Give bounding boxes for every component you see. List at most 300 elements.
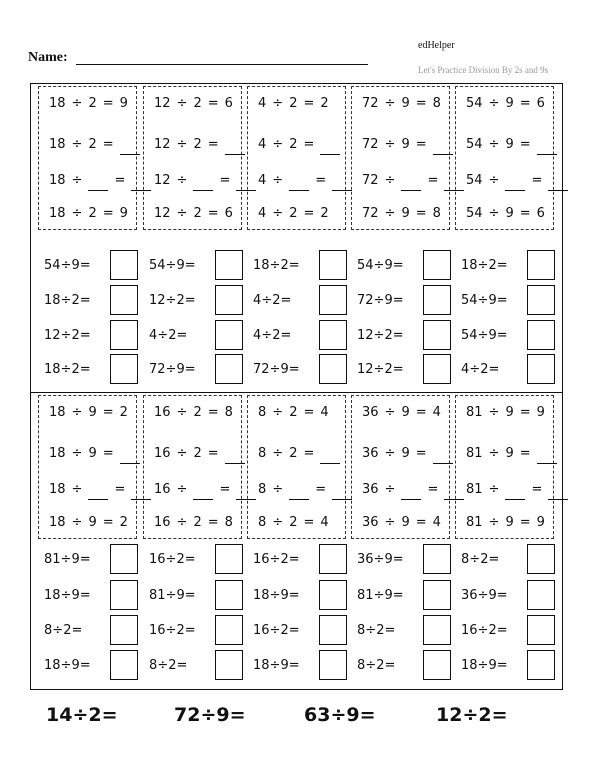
answer-box[interactable] [527,544,555,574]
divisor: 9 [71,588,80,603]
answer-box[interactable] [110,320,138,350]
equals-symbol: = [79,658,91,673]
divisor: 2 [280,258,289,273]
dividend: 16 [461,623,478,638]
divisor: 2 [384,362,393,377]
divide-symbol: ÷ [71,173,83,188]
divide-symbol: ÷ [488,405,500,420]
answer-blank[interactable] [505,485,525,500]
equals-symbol: = [207,96,219,111]
divide-symbol: ÷ [165,552,177,567]
answer-box[interactable] [215,615,243,645]
divide-symbol: ÷ [384,405,396,420]
divide-symbol: ÷ [176,206,188,221]
equals-symbol: = [519,446,531,461]
division-problem [44,580,138,612]
equals-symbol: = [392,293,404,308]
answer-blank[interactable] [548,485,568,500]
divisor: 9 [88,446,97,461]
divisor: 2 [176,552,185,567]
answer-box[interactable] [319,580,347,610]
fact-line [352,94,449,114]
divisor: 2 [193,446,202,461]
dividend: 18 [49,446,66,461]
equals-symbol: = [315,173,327,188]
dividend: 18 [253,258,270,273]
equals-symbol: = [101,704,118,726]
equals-symbol: = [488,362,500,377]
divisor: 2 [480,552,489,567]
equals-symbol: = [496,658,508,673]
answer-blank[interactable] [193,485,213,500]
answer-box[interactable] [423,615,451,645]
answer-blank[interactable] [537,449,557,464]
division-problem [149,544,243,576]
equals-symbol: = [359,704,376,726]
fact-line [352,204,449,224]
dividend: 14 [46,704,73,726]
divide-symbol: ÷ [60,588,72,603]
answer-box[interactable] [110,615,138,645]
dividend: 18 [461,258,478,273]
dividend: 18 [49,405,66,420]
divide-symbol: ÷ [261,293,273,308]
answer-box[interactable] [527,580,555,610]
division-problem [461,285,555,317]
divide-symbol: ÷ [488,173,500,188]
equals-symbol: = [207,515,219,530]
divide-symbol: ÷ [176,515,188,530]
dividend: 36 [362,405,379,420]
divisor: 9 [488,588,497,603]
quotient: 6 [536,206,545,221]
divisor: 9 [488,328,497,343]
divisor: 2 [289,446,298,461]
equals-symbol: = [303,206,315,221]
answer-blank[interactable] [320,449,340,464]
divide-symbol: ÷ [157,658,169,673]
equals-symbol: = [102,137,114,152]
divisor: 9 [401,137,410,152]
answer-box[interactable] [423,580,451,610]
answer-box[interactable] [527,285,555,315]
equals-symbol: = [496,258,508,273]
division-problem [357,250,451,282]
divide-symbol: ÷ [272,137,284,152]
fact-line [352,135,449,155]
division-problem [149,320,243,352]
fact-family-box [38,86,137,230]
division-problem [44,354,138,386]
divisor: 2 [63,623,72,638]
divisor: 2 [193,206,202,221]
divide-symbol: ÷ [176,405,188,420]
divisor: 9 [346,704,360,726]
equals-symbol: = [519,137,531,152]
answer-blank[interactable] [505,176,525,191]
answer-box[interactable] [110,544,138,574]
equals-symbol: = [184,258,196,273]
dividend: 18 [44,293,61,308]
division-problem [357,544,451,576]
fact-line [144,480,241,500]
fact-line [456,94,553,114]
equals-symbol: = [519,206,531,221]
equals-symbol: = [219,482,231,497]
equals-symbol: = [102,446,114,461]
dividend: 72 [149,362,166,377]
divisor: 9 [384,588,393,603]
answer-blank[interactable] [88,485,108,500]
equals-symbol: = [427,482,439,497]
divide-symbol: ÷ [373,258,385,273]
fact-family-box [38,395,137,539]
answer-blank[interactable] [225,449,245,464]
divisor: 9 [176,362,185,377]
divisor: 9 [384,258,393,273]
dividend: 54 [44,258,61,273]
equals-symbol: = [207,405,219,420]
divide-symbol: ÷ [165,293,177,308]
answer-box[interactable] [423,544,451,574]
equals-symbol: = [207,206,219,221]
section-divider [30,392,563,393]
dividend: 16 [154,446,171,461]
division-problem [44,320,138,352]
dividend: 63 [304,704,331,726]
divisor: 9 [401,405,410,420]
divisor: 2 [71,362,80,377]
divisor: 2 [176,623,185,638]
equals-symbol: = [102,96,114,111]
equals-symbol: = [491,704,508,726]
answer-box[interactable] [319,320,347,350]
answer-blank[interactable] [401,485,421,500]
dividend: 81 [466,482,483,497]
divide-symbol: ÷ [272,173,284,188]
dividend: 72 [174,704,201,726]
divide-symbol: ÷ [365,623,377,638]
answer-box[interactable] [527,320,555,350]
divide-symbol: ÷ [165,588,177,603]
division-problem [357,650,451,682]
answer-box[interactable] [527,650,555,680]
answer-box[interactable] [215,354,243,384]
answer-blank[interactable] [332,485,352,500]
answer-box[interactable] [423,354,451,384]
divisor: 2 [488,623,497,638]
division-problem [253,650,347,682]
fact-line [248,513,345,533]
divide-symbol: ÷ [165,362,177,377]
dividend: 4 [258,96,267,111]
equals-symbol: = [176,658,188,673]
dividend: 8 [149,658,158,673]
equals-symbol: = [315,482,327,497]
answer-box[interactable] [110,580,138,610]
dividend: 36 [362,515,379,530]
answer-blank[interactable] [401,176,421,191]
divide-symbol: ÷ [60,258,72,273]
divide-symbol: ÷ [60,362,72,377]
dividend: 12 [357,362,374,377]
answer-box[interactable] [527,354,555,384]
equals-symbol: = [303,405,315,420]
answer-blank[interactable] [548,176,568,191]
divide-symbol: ÷ [365,658,377,673]
quotient: 9 [119,206,128,221]
answer-box[interactable] [319,354,347,384]
bonus-problem [46,704,118,726]
dividend: 18 [49,206,66,221]
answer-box[interactable] [319,250,347,280]
division-problem [461,580,555,612]
name-line[interactable] [76,64,368,65]
dividend: 18 [253,658,270,673]
answer-box[interactable] [110,285,138,315]
divide-symbol: ÷ [373,362,385,377]
equals-symbol: = [303,515,315,530]
fact-family-box [455,395,554,539]
division-problem [149,580,243,612]
dividend: 16 [154,482,171,497]
equals-symbol: = [384,658,396,673]
dividend: 8 [258,405,267,420]
equals-symbol: = [415,206,427,221]
divisor: 2 [272,328,281,343]
dividend: 36 [362,482,379,497]
divisor: 2 [88,704,102,726]
divisor: 9 [71,552,80,567]
divide-symbol: ÷ [272,446,284,461]
dividend: 4 [253,293,262,308]
dividend: 16 [253,552,270,567]
divide-symbol: ÷ [165,623,177,638]
dividend: 54 [466,206,483,221]
divisor: 2 [289,515,298,530]
fact-line [144,403,241,423]
divide-symbol: ÷ [269,362,281,377]
dividend: 18 [253,588,270,603]
fact-family-box [247,86,346,230]
dividend: 12 [44,328,61,343]
fact-line [39,403,136,423]
dividend: 8 [357,658,366,673]
divide-symbol: ÷ [477,623,489,638]
divisor: 9 [505,405,514,420]
equals-symbol: = [79,293,91,308]
divide-symbol: ÷ [469,552,481,567]
answer-blank[interactable] [537,140,557,155]
worksheet-subtitle: Let's Practice Division By 2s and 9s [418,65,549,75]
divide-symbol: ÷ [373,328,385,343]
division-problem [44,250,138,282]
divide-symbol: ÷ [384,173,396,188]
answer-box[interactable] [423,320,451,350]
division-problem [44,650,138,682]
equals-symbol: = [184,362,196,377]
divide-symbol: ÷ [477,588,489,603]
dividend: 72 [362,206,379,221]
dividend: 12 [436,704,463,726]
answer-box[interactable] [319,615,347,645]
division-problem [461,650,555,682]
equals-symbol: = [531,482,543,497]
quotient: 6 [224,96,233,111]
dividend: 4 [149,328,158,343]
divide-symbol: ÷ [60,328,72,343]
equals-symbol: = [415,137,427,152]
divide-symbol: ÷ [488,446,500,461]
division-problem [253,250,347,282]
dividend: 81 [357,588,374,603]
name-label: Name: [28,50,68,65]
quotient: 2 [320,96,329,111]
dividend: 18 [49,96,66,111]
dividend: 18 [44,588,61,603]
answer-blank[interactable] [193,176,213,191]
divisor: 2 [384,328,393,343]
answer-box[interactable] [527,250,555,280]
equals-symbol: = [207,137,219,152]
divisor: 2 [289,405,298,420]
answer-box[interactable] [215,285,243,315]
answer-blank[interactable] [433,449,453,464]
divide-symbol: ÷ [462,704,479,726]
dividend: 16 [149,552,166,567]
divide-symbol: ÷ [71,96,83,111]
divide-symbol: ÷ [176,173,188,188]
fact-family-box [351,86,450,230]
dividend: 8 [258,482,267,497]
divisor: 9 [71,258,80,273]
equals-symbol: = [392,552,404,567]
division-problem [149,354,243,386]
answer-blank[interactable] [120,449,140,464]
divide-symbol: ÷ [384,96,396,111]
answer-blank[interactable] [120,140,140,155]
divide-symbol: ÷ [384,446,396,461]
divide-symbol: ÷ [330,704,347,726]
divisor: 2 [193,137,202,152]
answer-blank[interactable] [225,140,245,155]
answer-box[interactable] [215,580,243,610]
answer-box[interactable] [110,650,138,680]
answer-blank[interactable] [88,176,108,191]
divide-symbol: ÷ [261,328,273,343]
divide-symbol: ÷ [71,137,83,152]
equals-symbol: = [496,623,508,638]
fact-family-box [143,395,242,539]
answer-box[interactable] [110,250,138,280]
divisor: 2 [289,137,298,152]
dividend: 16 [154,405,171,420]
equals-symbol: = [79,258,91,273]
answer-blank[interactable] [289,176,309,191]
equals-symbol: = [79,552,91,567]
answer-box[interactable] [423,250,451,280]
dividend: 12 [154,137,171,152]
fact-line [248,94,345,114]
dividend: 18 [49,515,66,530]
answer-box[interactable] [215,320,243,350]
answer-blank[interactable] [289,485,309,500]
answer-box[interactable] [319,650,347,680]
fact-line [144,204,241,224]
equals-symbol: = [496,328,508,343]
divisor: 9 [401,515,410,530]
divisor: 2 [176,293,185,308]
divisor: 2 [280,552,289,567]
equals-symbol: = [219,173,231,188]
division-problem [357,320,451,352]
divide-symbol: ÷ [488,206,500,221]
answer-box[interactable] [110,354,138,384]
divisor: 9 [384,552,393,567]
answer-box[interactable] [215,650,243,680]
divide-symbol: ÷ [272,405,284,420]
bonus-problem [304,704,376,726]
divisor: 9 [488,293,497,308]
divide-symbol: ÷ [176,482,188,497]
answer-blank[interactable] [332,176,352,191]
dividend: 36 [362,446,379,461]
fact-family-box [455,86,554,230]
dividend: 12 [154,173,171,188]
equals-symbol: = [114,173,126,188]
equals-symbol: = [519,96,531,111]
fact-line [352,171,449,191]
answer-box[interactable] [423,650,451,680]
division-problem [253,354,347,386]
answer-box[interactable] [423,285,451,315]
answer-box[interactable] [319,285,347,315]
equals-symbol: = [427,173,439,188]
divide-symbol: ÷ [72,704,89,726]
divide-symbol: ÷ [373,293,385,308]
answer-box[interactable] [215,544,243,574]
dividend: 72 [362,96,379,111]
dividend: 16 [149,623,166,638]
fact-line [248,171,345,191]
dividend: 18 [49,482,66,497]
divide-symbol: ÷ [71,206,83,221]
divide-symbol: ÷ [384,137,396,152]
equals-symbol: = [207,446,219,461]
equals-symbol: = [303,96,315,111]
divide-symbol: ÷ [488,96,500,111]
divisor: 9 [384,293,393,308]
divisor: 2 [376,623,385,638]
fact-line [144,135,241,155]
equals-symbol: = [519,405,531,420]
division-problem [44,285,138,317]
fact-line [144,171,241,191]
divide-symbol: ÷ [272,96,284,111]
answer-box[interactable] [215,250,243,280]
divisor: 2 [289,96,298,111]
divide-symbol: ÷ [272,482,284,497]
fact-line [144,513,241,533]
dividend: 54 [461,293,478,308]
answer-blank[interactable] [433,140,453,155]
equals-symbol: = [415,446,427,461]
answer-blank[interactable] [320,140,340,155]
fact-family-box [351,395,450,539]
dividend: 36 [461,588,478,603]
answer-box[interactable] [527,615,555,645]
answer-box[interactable] [319,544,347,574]
